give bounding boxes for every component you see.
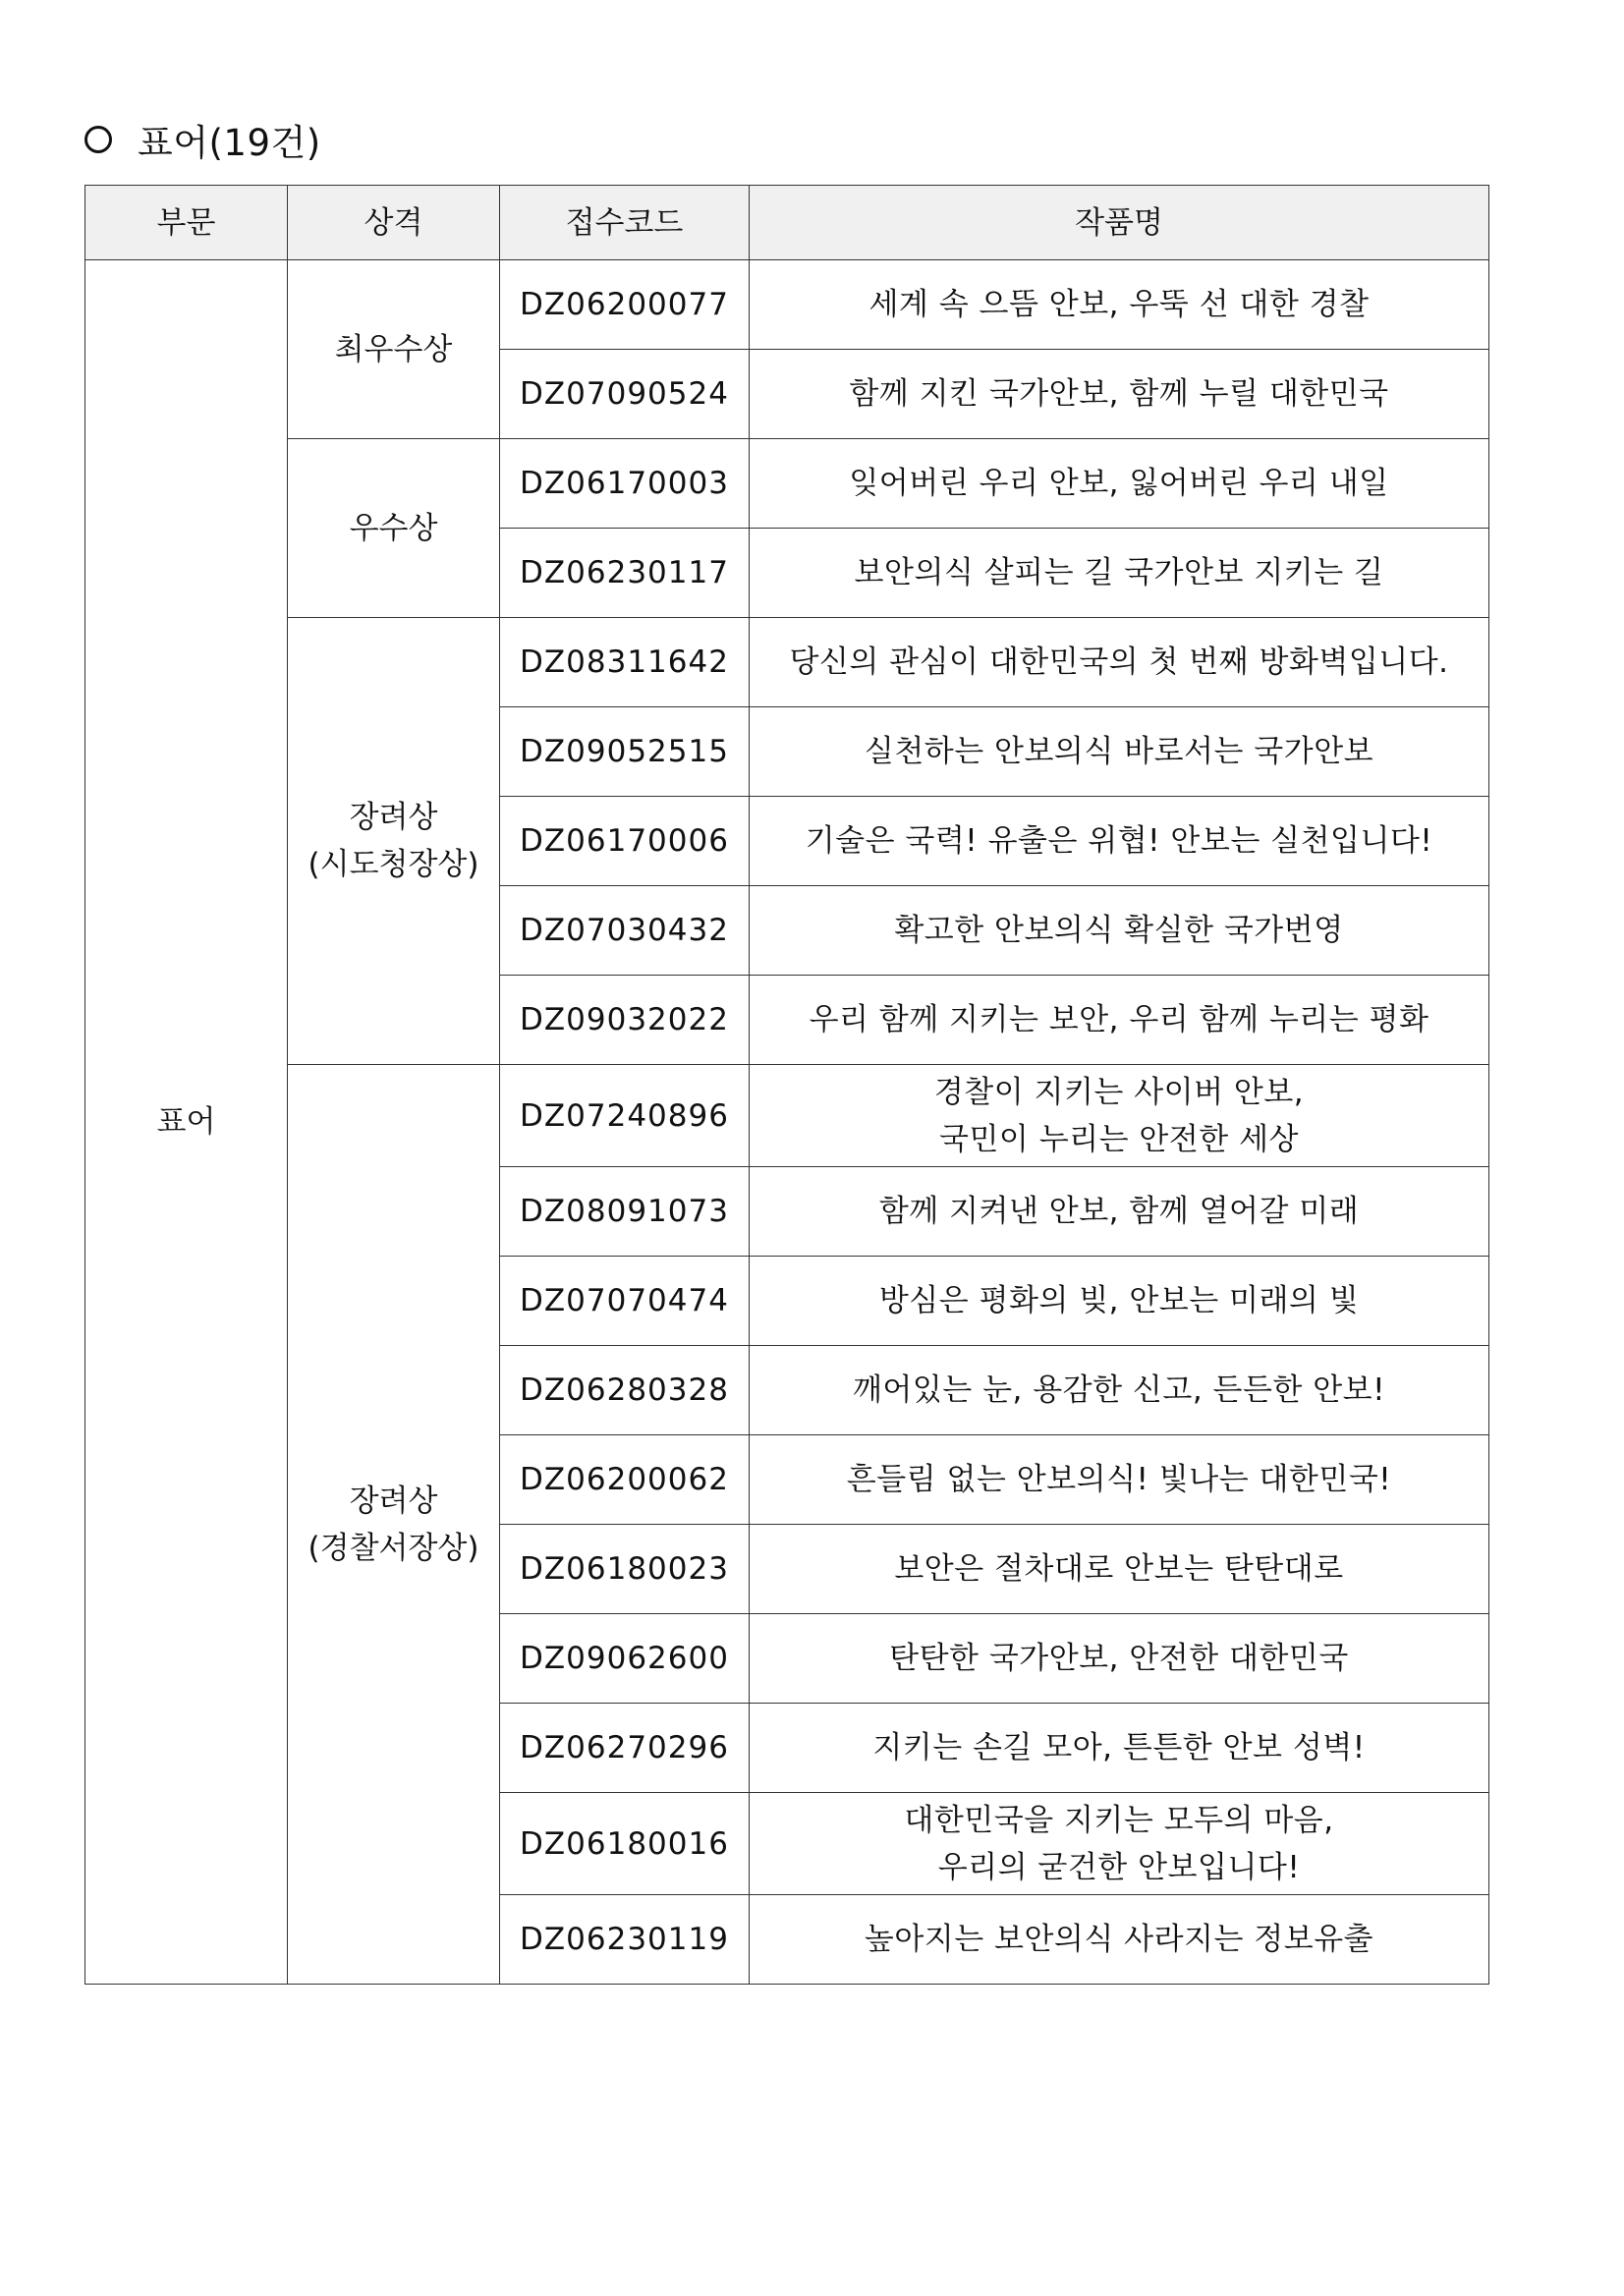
entry-title-line: 실천하는 안보의식 바로서는 국가안보 bbox=[864, 734, 1374, 769]
entry-code-cell: DZ07090524 bbox=[500, 350, 750, 439]
entry-code-cell: DZ08091073 bbox=[500, 1167, 750, 1257]
entry-title-line: 경찰이 지키는 사이버 안보, bbox=[933, 1074, 1305, 1110]
entry-code-cell: DZ06170003 bbox=[500, 439, 750, 529]
entry-title-cell bbox=[750, 529, 1489, 618]
entry-title-cell bbox=[750, 886, 1489, 976]
entry-title-cell bbox=[750, 1435, 1489, 1525]
entry-title-cell bbox=[750, 1257, 1489, 1346]
grade-cell bbox=[288, 439, 500, 618]
table-row bbox=[85, 439, 1489, 529]
entry-title-cell bbox=[750, 1167, 1489, 1257]
entry-code-cell: DZ07240896 bbox=[500, 1065, 750, 1167]
entry-title-cell bbox=[750, 618, 1489, 707]
entry-title-cell bbox=[750, 1614, 1489, 1704]
entry-code-cell: DZ06280328 bbox=[500, 1346, 750, 1435]
entry-title-cell bbox=[750, 1346, 1489, 1435]
entry-title-cell bbox=[750, 1895, 1489, 1985]
entry-code-cell: DZ09052515 bbox=[500, 707, 750, 797]
grade-cell bbox=[288, 1065, 500, 1985]
entry-code-cell: DZ06180016 bbox=[500, 1793, 750, 1895]
header-category: 부문 bbox=[85, 186, 288, 260]
entry-title-line: 잊어버린 우리 안보, 잃어버린 우리 내일 bbox=[849, 466, 1389, 501]
entry-code-cell: DZ06200077 bbox=[500, 260, 750, 350]
table-body bbox=[85, 260, 1489, 1985]
entry-title-line: 깨어있는 눈, 용감한 신고, 든든한 안보! bbox=[852, 1372, 1386, 1408]
entry-title-line: 방심은 평화의 빚, 안보는 미래의 빛 bbox=[878, 1283, 1360, 1318]
entry-code-cell: DZ07070474 bbox=[500, 1257, 750, 1346]
grade-label-line: (경찰서장상) bbox=[308, 1530, 479, 1566]
grade-cell bbox=[288, 260, 500, 439]
section-heading bbox=[84, 110, 321, 169]
entry-title-line: 보안은 절차대로 안보는 탄탄대로 bbox=[894, 1551, 1344, 1587]
entry-title-line: 당신의 관심이 대한민국의 첫 번째 방화벽입니다. bbox=[789, 644, 1449, 680]
circle-bullet-icon bbox=[84, 126, 112, 153]
entry-title-cell bbox=[750, 1793, 1489, 1895]
grade-label-line: 장려상 bbox=[349, 1483, 438, 1519]
entry-title-cell bbox=[750, 1704, 1489, 1793]
entry-code-cell: DZ06230117 bbox=[500, 529, 750, 618]
table-header-row bbox=[85, 186, 1489, 260]
entry-code-cell: DZ06200062 bbox=[500, 1435, 750, 1525]
entry-code-cell: DZ09032022 bbox=[500, 976, 750, 1065]
entry-title-line: 확고한 안보의식 확실한 국가번영 bbox=[894, 913, 1344, 948]
grade-label-line: (시도청장상) bbox=[308, 847, 479, 882]
entry-title-line: 높아지는 보안의식 사라지는 정보유출 bbox=[864, 1922, 1374, 1957]
header-grade: 상격 bbox=[288, 186, 500, 260]
entry-title-line: 탄탄한 국가안보, 안전한 대한민국 bbox=[889, 1641, 1349, 1676]
entry-title-line: 기술은 국력! 유출은 위협! 안보는 실천입니다! bbox=[805, 823, 1433, 859]
entry-title-line: 우리 함께 지키는 보안, 우리 함께 누리는 평화 bbox=[809, 1002, 1429, 1037]
entry-title-line: 세계 속 으뜸 안보, 우뚝 선 대한 경찰 bbox=[868, 287, 1370, 322]
section-title: 표어(19건) bbox=[138, 122, 321, 164]
entry-title-cell bbox=[750, 707, 1489, 797]
entry-code-cell: DZ09062600 bbox=[500, 1614, 750, 1704]
grade-label-line: 장려상 bbox=[349, 800, 438, 835]
entry-title-line: 보안의식 살피는 길 국가안보 지키는 길 bbox=[854, 555, 1384, 590]
entry-title-cell bbox=[750, 1065, 1489, 1167]
entry-title-cell bbox=[750, 350, 1489, 439]
entry-title-line: 함께 지킨 국가안보, 함께 누릴 대한민국 bbox=[849, 376, 1389, 412]
entry-title-cell bbox=[750, 976, 1489, 1065]
entry-title-cell bbox=[750, 260, 1489, 350]
entry-title-cell bbox=[750, 797, 1489, 886]
entry-code-cell: DZ07030432 bbox=[500, 886, 750, 976]
category-cell: 표어 bbox=[85, 260, 288, 1985]
grade-cell bbox=[288, 618, 500, 1065]
entry-title-line: 국민이 누리는 안전한 세상 bbox=[939, 1121, 1299, 1157]
entry-title-cell bbox=[750, 439, 1489, 529]
entry-code-cell: DZ06230119 bbox=[500, 1895, 750, 1985]
header-code: 접수코드 bbox=[500, 186, 750, 260]
grade-label-line: 최우수상 bbox=[334, 331, 453, 367]
table-row bbox=[85, 1065, 1489, 1167]
entry-title-line: 대한민국을 지키는 모두의 마음, bbox=[904, 1802, 1334, 1838]
entry-title-line: 함께 지켜낸 안보, 함께 열어갈 미래 bbox=[878, 1194, 1360, 1229]
table-row bbox=[85, 260, 1489, 350]
entry-code-cell: DZ06180023 bbox=[500, 1525, 750, 1614]
entry-title-cell bbox=[750, 1525, 1489, 1614]
entry-title-line: 흔들림 없는 안보의식! 빛나는 대한민국! bbox=[846, 1462, 1392, 1497]
entry-code-cell: DZ06170006 bbox=[500, 797, 750, 886]
header-title: 작품명 bbox=[750, 186, 1489, 260]
entry-code-cell: DZ06270296 bbox=[500, 1704, 750, 1793]
entry-title-line: 우리의 굳건한 안보입니다! bbox=[937, 1849, 1301, 1885]
award-table bbox=[84, 185, 1489, 1985]
table-row bbox=[85, 618, 1489, 707]
entry-code-cell: DZ08311642 bbox=[500, 618, 750, 707]
grade-label-line: 우수상 bbox=[349, 510, 438, 546]
entry-title-line: 지키는 손길 모아, 튼튼한 안보 성벽! bbox=[872, 1730, 1366, 1765]
